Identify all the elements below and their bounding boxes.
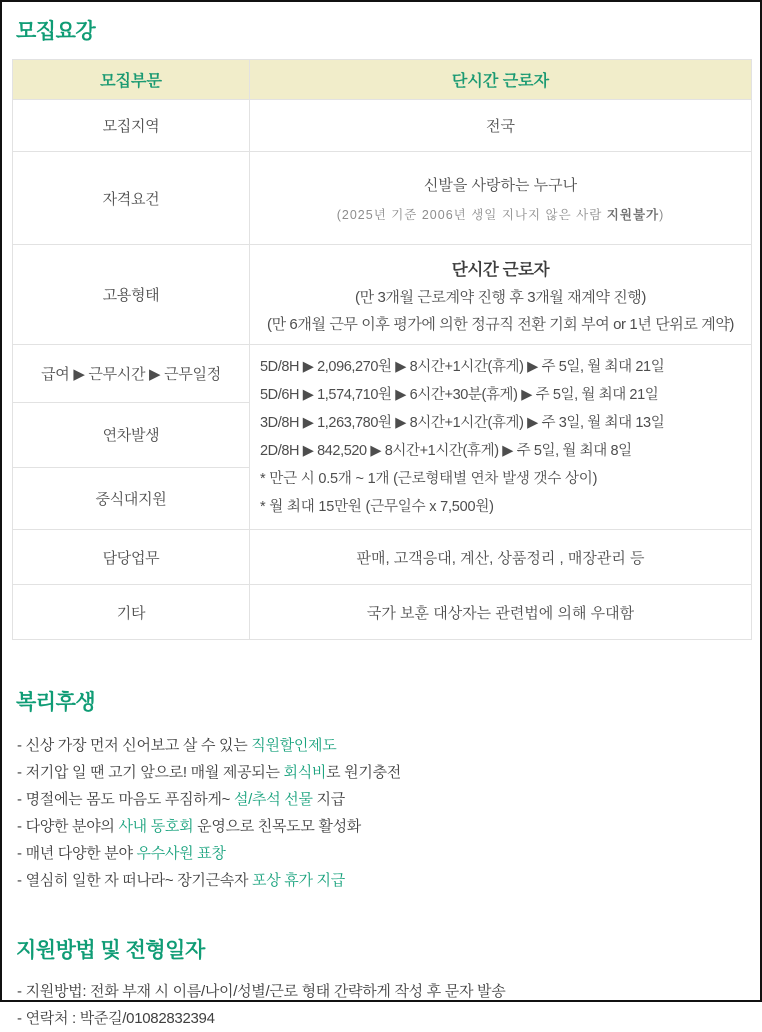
table-row-employment <box>13 245 752 345</box>
table-header-position: 단시간 근로자 <box>250 60 752 100</box>
qualification-value <box>250 152 752 245</box>
apply-method-line: - 지원방법: 전화 부재 시 이름/나이/성별/근로 형태 간략하게 작성 후 문자 발송 <box>17 983 506 1000</box>
benefit-text: - 저기압 일 땐 고기 앞으로! 매월 제공되는 <box>17 764 284 781</box>
benefit-item <box>17 732 750 759</box>
benefit-text: - 매년 다양한 분야 <box>17 845 137 862</box>
benefit-highlight: 포상 휴가 지급 <box>252 872 345 889</box>
duty-label: 담당업무 <box>13 530 250 585</box>
benefits-section <box>12 686 750 894</box>
lunch-support-label: 중식대지원 <box>13 467 250 529</box>
benefit-text: 로 원기충전 <box>326 764 401 781</box>
qualification-main-text: 신발을 사랑하는 누구나 <box>423 176 578 194</box>
table-row-region <box>13 100 752 152</box>
annual-leave-label: 연차발생 <box>13 403 250 467</box>
benefit-item <box>17 867 750 894</box>
pay-line: 5D/8H ▶ 2,096,270원 ▶ 8시간+1시간(휴게) ▶ 주 5일, 월 최대 21일 <box>260 359 665 375</box>
qualification-note <box>250 205 751 223</box>
benefit-text: - 다양한 분야의 <box>17 818 119 835</box>
benefit-highlight: 회식비 <box>283 764 327 781</box>
benefit-text: 지급 <box>312 791 345 808</box>
table-row-pay <box>13 345 752 403</box>
benefit-text: - 열심히 일한 자 떠나라~ 장기근속자 <box>17 872 253 889</box>
table-row-etc <box>13 585 752 640</box>
apply-section <box>12 934 750 1032</box>
qualification-label: 자격요건 <box>13 152 250 245</box>
benefits-list <box>12 732 750 894</box>
qualification-note-post: ) <box>659 207 665 222</box>
employment-sub1: (만 3개월 근로계약 진행 후 3개월 재계약 진행) <box>355 288 646 306</box>
pay-label: 급여 ▶ 근무시간 ▶ 근무일정 <box>13 345 250 403</box>
table-header-category: 모집부문 <box>13 60 250 100</box>
qualification-note-bold: 지원불가 <box>606 207 660 222</box>
apply-list <box>12 978 750 1032</box>
employment-type: 단시간 근로자 <box>451 260 550 279</box>
region-label: 모집지역 <box>13 100 250 152</box>
benefit-text: 운영으로 친목도모 활성화 <box>193 818 361 835</box>
apply-contact-line: - 연락처 : 박준길/01082832394 <box>17 1010 215 1027</box>
pay-note: * 만근 시 0.5개 ~ 1개 (근로형태별 연차 발생 갯수 상이) <box>260 471 598 487</box>
pay-line: 3D/8H ▶ 1,263,780원 ▶ 8시간+1시간(휴게) ▶ 주 3일, 월 최대 13일 <box>260 415 665 431</box>
employment-value <box>250 245 752 345</box>
benefit-text: - 명절에는 몸도 마음도 푸짐하게~ <box>17 791 234 808</box>
benefit-highlight: 직원할인제도 <box>251 737 337 754</box>
page-title: 모집요강 <box>16 20 96 43</box>
benefit-text: - 신상 가장 먼저 신어보고 살 수 있는 <box>17 737 252 754</box>
benefit-highlight: 설/추석 선물 <box>233 791 313 808</box>
pay-details-cell <box>250 345 752 530</box>
etc-label: 기타 <box>13 585 250 640</box>
pay-line: 5D/6H ▶ 1,574,710원 ▶ 6시간+30분(휴게) ▶ 주 5일, 월 최대 21일 <box>260 387 659 403</box>
table-row-duty <box>13 530 752 585</box>
region-value: 전국 <box>250 100 752 152</box>
benefit-item <box>17 813 750 840</box>
table-header-row <box>13 60 752 100</box>
benefit-highlight: 사내 동호회 <box>118 818 194 835</box>
apply-title: 지원방법 및 전형일자 <box>16 939 205 962</box>
qualification-note-pre: (2025년 기준 2006년 생일 지나지 않은 사람 <box>336 207 607 222</box>
benefits-title: 복리후생 <box>16 691 96 714</box>
benefit-item <box>17 759 750 786</box>
employment-sub2: (만 6개월 근무 이후 평가에 의한 정규직 전환 기회 부여 or 1년 단위로 계약) <box>266 315 735 333</box>
employment-label: 고용형태 <box>13 245 250 345</box>
recruit-table <box>12 59 752 640</box>
table-row-qualification <box>13 152 752 245</box>
benefit-highlight: 우수사원 표창 <box>136 845 226 862</box>
benefit-item <box>17 786 750 813</box>
benefit-item <box>17 840 750 867</box>
etc-value: 국가 보훈 대상자는 관련법에 의해 우대함 <box>250 585 752 640</box>
pay-line: 2D/8H ▶ 842,520 ▶ 8시간+1시간(휴게) ▶ 주 5일, 월 최대 8일 <box>260 443 632 459</box>
pay-note: * 월 최대 15만원 (근무일수 x 7,500원) <box>260 499 494 515</box>
duty-value: 판매, 고객응대, 계산, 상품정리 , 매장관리 등 <box>250 530 752 585</box>
